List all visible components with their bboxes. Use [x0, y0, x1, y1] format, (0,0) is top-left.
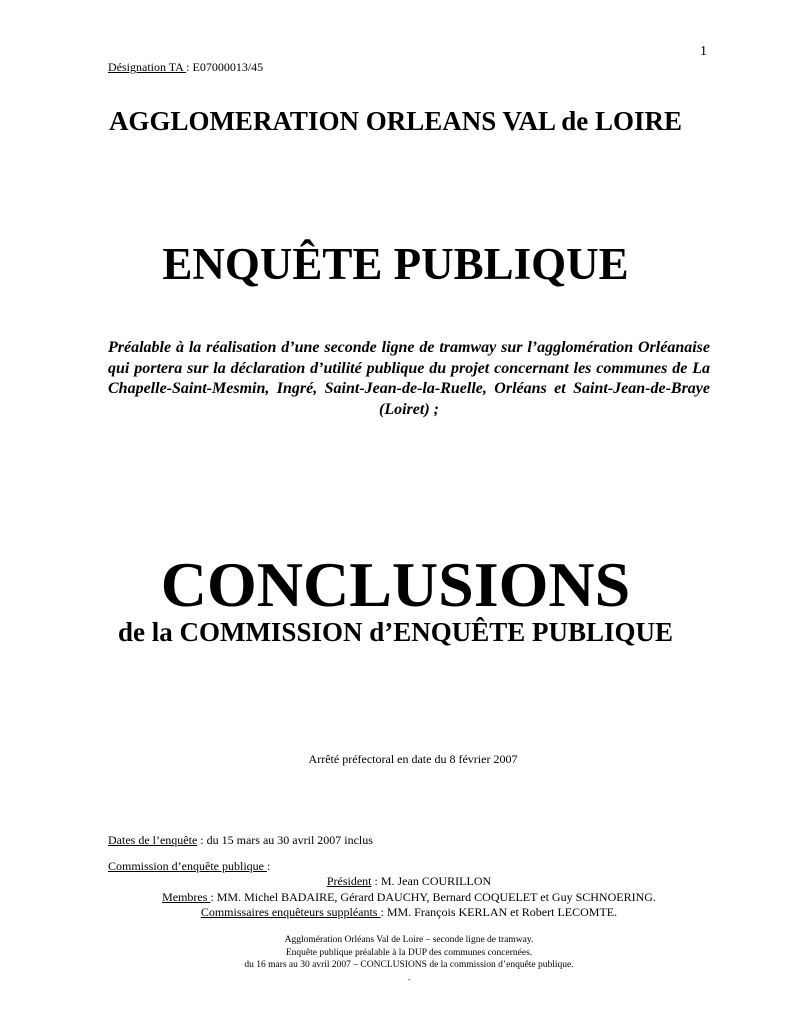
designation-value: : E07000013/45: [186, 60, 264, 74]
suppleants-value: : MM. François KERLAN et Robert LECOMTE.: [380, 905, 618, 919]
membres-value: : MM. Michel BADAIRE, Gérard DAUCHY, Bernard COQUELET et Guy SCHNOERING.: [210, 889, 656, 904]
membres-label: Membres: [162, 889, 211, 904]
commission-heading: [108, 859, 270, 874]
prefectoral-order-date: Arrêté préfectoral en date du 8 février 2007: [308, 752, 518, 766]
page-footer: [108, 934, 710, 984]
suppleants-label: Commissaires enquêteurs suppléants: [200, 905, 381, 919]
footer-line-4: .: [407, 972, 411, 983]
commission-label-colon: :: [266, 859, 271, 873]
dates-label: Dates de l’enquête: [108, 833, 198, 847]
commission-members: [108, 874, 710, 921]
footer-line-3: du 16 mars au 30 avril 2007 – CONCLUSIONS de la commission d’enquête publique.: [244, 960, 574, 970]
president-line: [108, 874, 710, 890]
conclusions-title: CONCLUSIONS: [160, 549, 631, 620]
commission-label: Commission d’enquête publique: [108, 859, 267, 873]
inquiry-dates: [108, 833, 373, 848]
inquiry-subject: Préalable à la réalisation d’une seconde ligne de tramway sur l’agglomération Orléanaise qui portera sur la déclaration d’utilité publique du projet concernant les communes de La Chapelle-Saint-Mesmin, Ingré, Saint-Jean-de-la-Ruelle, Orléans et Saint-Jean-de-Braye (Loiret) ;: [108, 339, 710, 418]
president-value: : M. Jean COURILLON: [371, 874, 492, 888]
president-label: Président: [326, 874, 372, 888]
membres-line: [108, 890, 710, 906]
organization-title: AGGLOMERATION ORLEANS VAL de LOIRE: [108, 106, 683, 136]
footer-line-1: Agglomération Orléans Val de Loire – seconde ligne de tramway.: [284, 935, 534, 945]
dates-value: : du 15 mars au 30 avril 2007 inclus: [197, 833, 373, 847]
commission-title: de la COMMISSION d’ENQUÊTE PUBLIQUE: [117, 617, 674, 647]
footer-line-2: Enquête publique préalable à la DUP des communes concernées.: [285, 947, 533, 958]
designation-label: Désignation TA: [108, 60, 187, 74]
page-number: 1: [700, 44, 707, 59]
designation-line: [108, 60, 263, 75]
suppleants-line: [108, 905, 710, 921]
main-title: ENQUÊTE PUBLIQUE: [162, 239, 629, 289]
